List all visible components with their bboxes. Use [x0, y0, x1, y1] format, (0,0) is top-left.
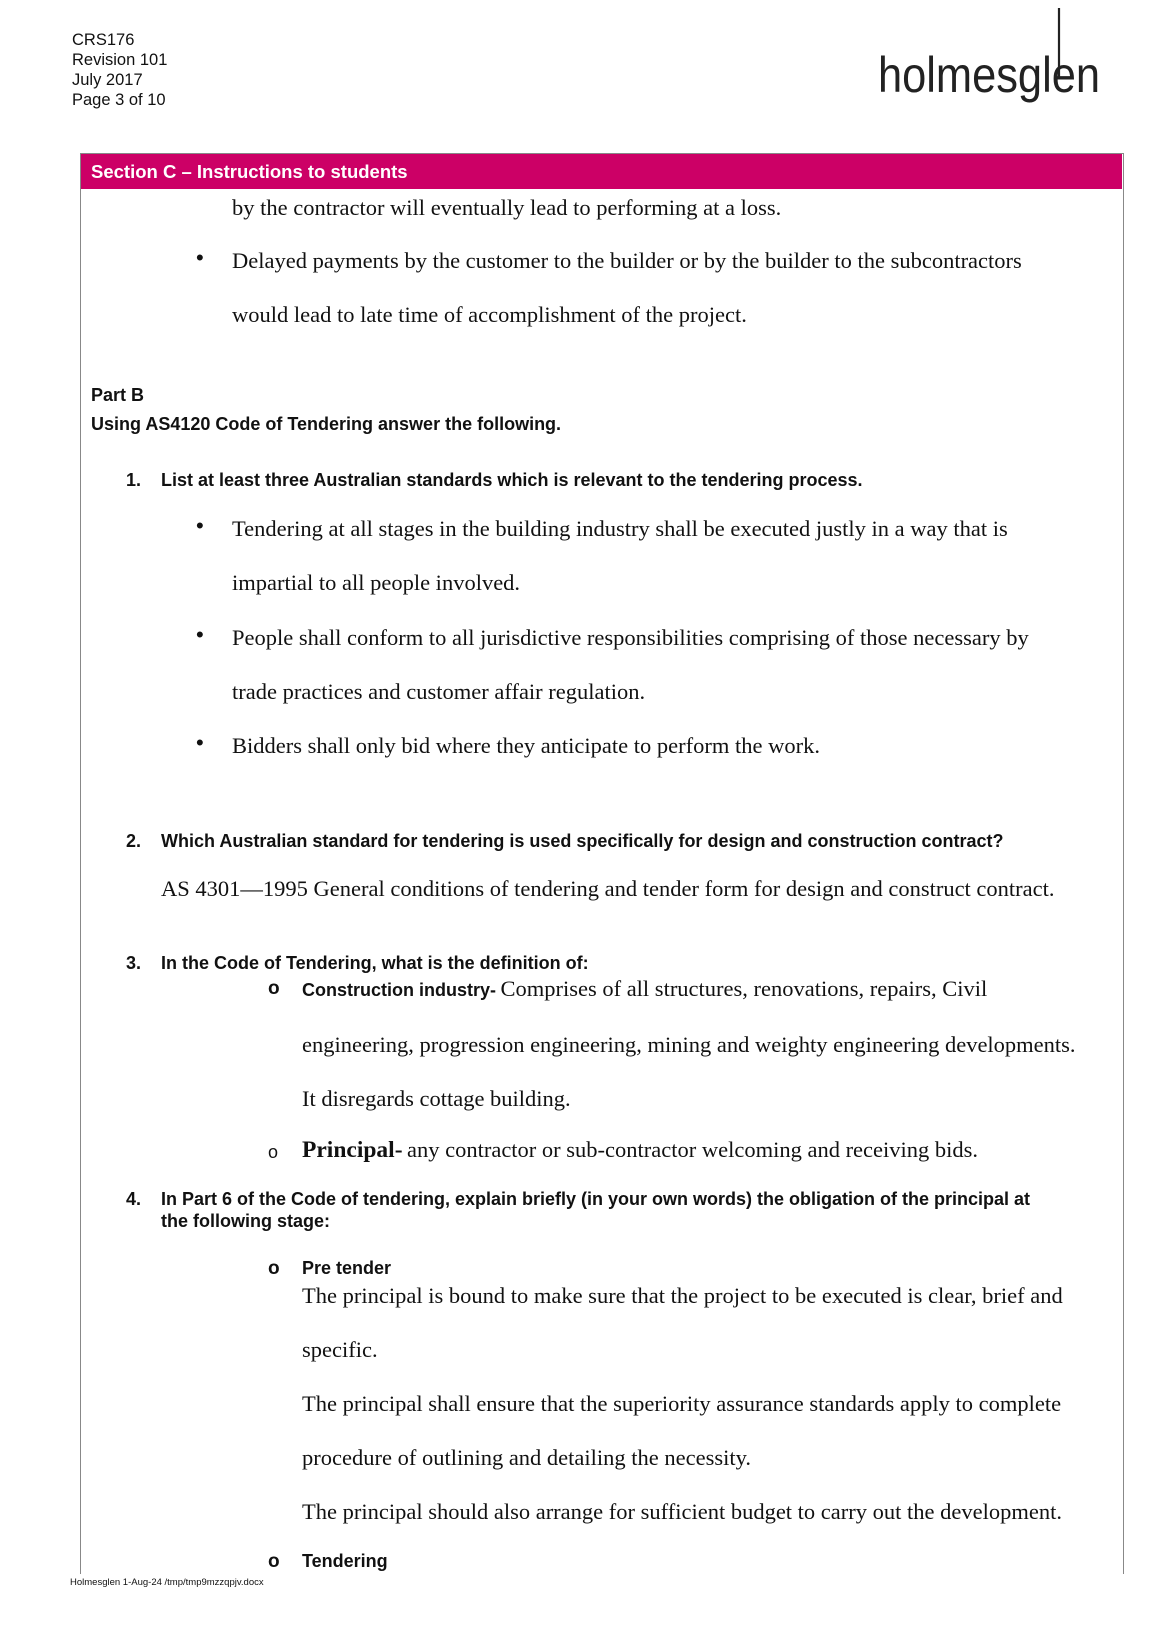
list-item: People shall conform to all jurisdictive responsibilities comprising of those necessary by: [232, 625, 1029, 650]
stage-text: specific.: [302, 1337, 378, 1362]
document-meta: [72, 30, 167, 110]
list-marker: o: [268, 1142, 279, 1162]
revision: Revision 101: [72, 51, 168, 69]
term: Principal-: [302, 1137, 403, 1163]
definition-principal: [302, 1137, 978, 1164]
list-marker: o: [268, 1258, 280, 1279]
logo-text: holmesglen: [878, 47, 1100, 103]
stage-title: Tendering: [302, 1551, 388, 1571]
question-number: 2.: [126, 831, 142, 851]
list-marker: o: [268, 978, 280, 999]
section-box: [80, 153, 1124, 1574]
list-item: Tendering at all stages in the building industry shall be executed justly in a way that is: [232, 516, 1008, 541]
list-marker: o: [268, 1551, 280, 1572]
question-number: 1.: [126, 470, 142, 490]
section-banner: Section C – Instructions to students: [81, 154, 1122, 189]
bullet-icon: •: [196, 622, 204, 647]
continuation-text: by the contractor will eventually lead to performing at a loss.: [232, 195, 782, 220]
question-4: In Part 6 of the Code of tendering, explain briefly (in your own words) the obligation of the principal at: [161, 1189, 1031, 1209]
bullet-icon: •: [196, 245, 204, 270]
page-number: Page 3 of 10: [72, 91, 166, 109]
page-footer: Holmesglen 1-Aug-24 /tmp/tmp9mzzqpjv.docx: [70, 1577, 264, 1588]
question-1: List at least three Australian standards which is relevant to the tendering process.: [161, 470, 863, 490]
question-4-continuation: the following stage:: [161, 1211, 330, 1231]
definition-continuation: engineering, progression engineering, mining and weighty engineering developments.: [302, 1032, 1076, 1057]
bullet-icon: •: [196, 513, 204, 538]
bullet-icon: •: [196, 730, 204, 755]
holmesglen-logo: [878, 6, 1103, 116]
answer-2: AS 4301—1995 General conditions of tendering and tender form for design and construct contract.: [161, 876, 1055, 901]
list-item-continuation: impartial to all people involved.: [232, 570, 521, 595]
definition-continuation: It disregards cottage building.: [302, 1086, 571, 1111]
question-number: 4.: [126, 1189, 142, 1209]
list-item-continuation: trade practices and customer affair regulation.: [232, 679, 646, 704]
doc-date: July 2017: [72, 71, 143, 89]
stage-title: Pre tender: [302, 1258, 392, 1278]
question-2: Which Australian standard for tendering is used specifically for design and construction contract?: [161, 831, 1004, 851]
definition-text: Comprises of all structures, renovations, repairs, Civil: [500, 976, 988, 1001]
list-item-continuation: would lead to late time of accomplishment of the project.: [232, 302, 747, 327]
stage-text: The principal shall ensure that the superiority assurance standards apply to complete: [302, 1391, 1062, 1416]
stage-text: procedure of outlining and detailing the necessity.: [302, 1445, 752, 1470]
definition-text: any contractor or sub-contractor welcoming and receiving bids.: [406, 1137, 979, 1162]
stage-text: The principal should also arrange for sufficient budget to carry out the development.: [302, 1499, 1062, 1524]
list-item: Delayed payments by the customer to the builder or by the builder to the subcontractors: [232, 248, 1022, 273]
part-title: Part B: [91, 385, 145, 405]
question-3: In the Code of Tendering, what is the definition of:: [161, 953, 589, 973]
list-item: Bidders shall only bid where they anticipate to perform the work.: [232, 733, 820, 758]
definition-construction: [302, 976, 987, 1002]
course-code: CRS176: [72, 31, 135, 49]
question-number: 3.: [126, 953, 142, 973]
part-subtitle: Using AS4120 Code of Tendering answer the following.: [91, 414, 562, 434]
term: Construction industry-: [302, 980, 496, 1000]
stage-text: The principal is bound to make sure that the project to be executed is clear, brief and: [302, 1283, 1063, 1308]
